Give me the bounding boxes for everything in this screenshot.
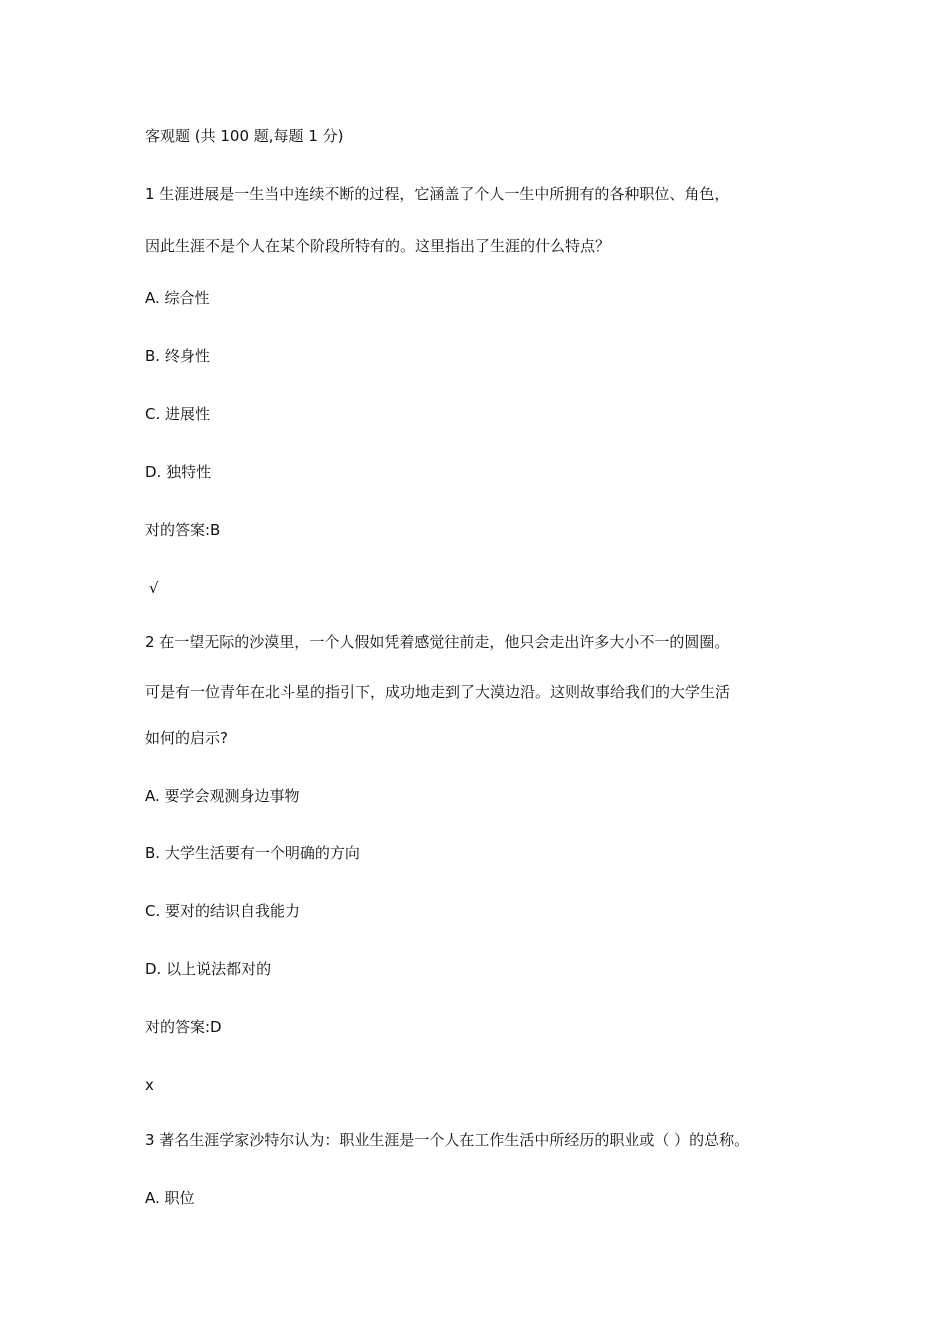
question-2-stem-line-1: 2 在一望无际的沙漠里，一个人假如凭着感觉往前走，他只会走出许多大小不一的圆圈。: [145, 633, 730, 651]
question-1-option-b: B. 终身性: [145, 347, 210, 365]
question-2-answer: 对的答案:D: [145, 1018, 222, 1036]
question-1-option-a: A. 综合性: [145, 289, 210, 307]
question-1-check-mark: √: [149, 579, 159, 597]
question-3-stem-line-1: 3 著名生涯学家沙特尔认为：职业生涯是一个人在工作生活中所经历的职业或（ ）的总称。: [145, 1131, 750, 1149]
question-3-option-a: A. 职位: [145, 1189, 195, 1207]
question-2-stem-line-3: 如何的启示?: [145, 729, 228, 747]
question-2-stem-line-2: 可是有一位青年在北斗星的指引下，成功地走到了大漠边沿。这则故事给我们的大学生活: [145, 683, 731, 701]
question-1-option-d: D. 独特性: [145, 463, 212, 481]
question-1-option-c: C. 进展性: [145, 405, 211, 423]
question-2-cross-mark: x: [145, 1076, 154, 1094]
question-1-stem-line-1: 1 生涯进展是一生当中连续不断的过程，它涵盖了个人一生中所拥有的各种职位、角色，: [145, 185, 730, 203]
question-1-answer: 对的答案:B: [145, 521, 221, 539]
question-2-option-b: B. 大学生活要有一个明确的方向: [145, 844, 360, 862]
question-2-option-c: C. 要对的结识自我能力: [145, 902, 301, 920]
question-2-option-d: D. 以上说法都对的: [145, 960, 272, 978]
question-1-stem-line-2: 因此生涯不是个人在某个阶段所特有的。这里指出了生涯的什么特点？: [145, 237, 611, 255]
section-heading: 客观题 (共 100 题,每题 1 分): [145, 127, 344, 145]
question-2-option-a: A. 要学会观测身边事物: [145, 787, 300, 805]
